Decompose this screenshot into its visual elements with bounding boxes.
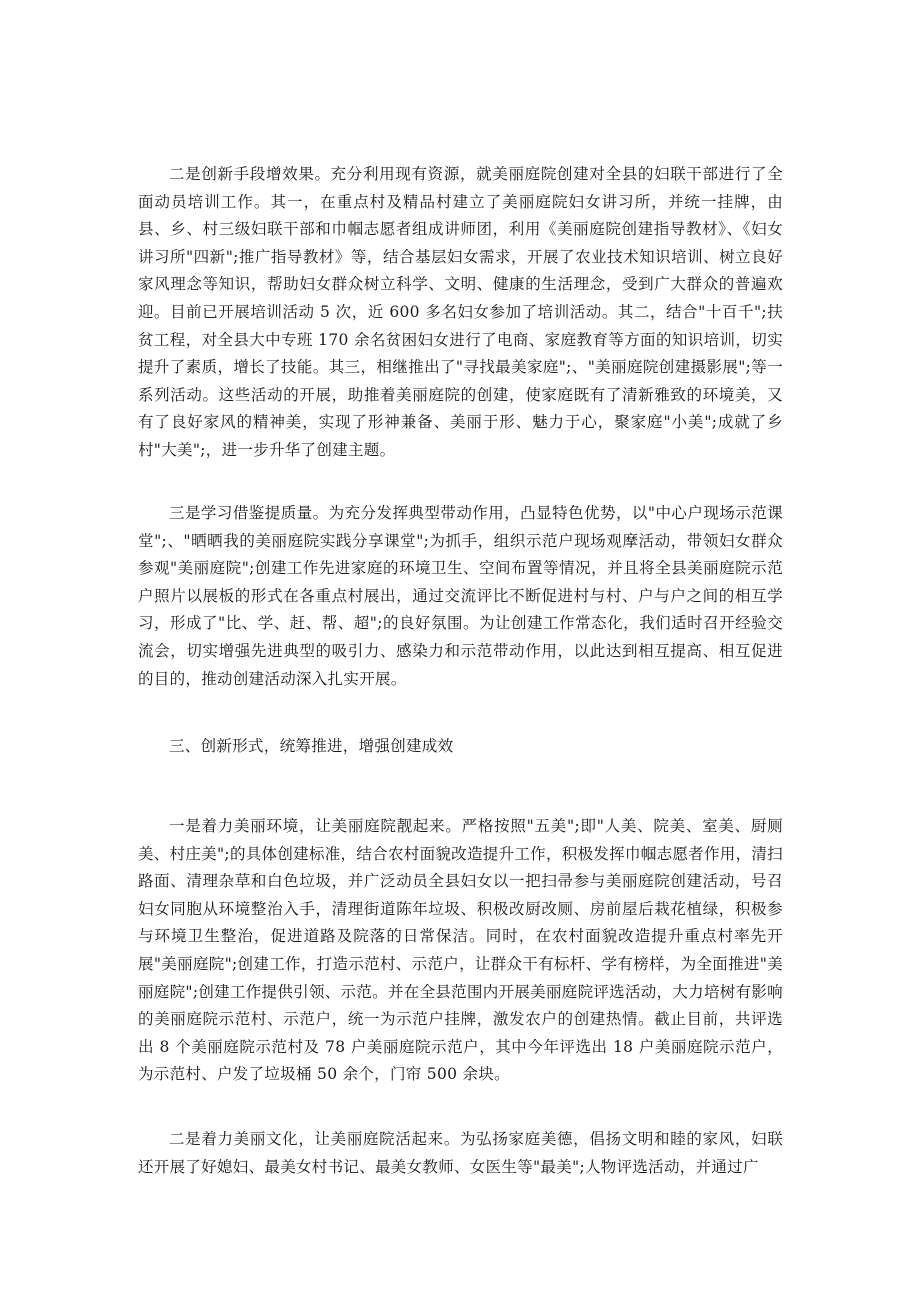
paragraph-innovation-means: 二是创新手段增效果。充分利用现有资源，就美丽庭院创建对全县的妇联干部进行了全面动员培训工作。其一，在重点村及精品村建立了美丽庭院妇女讲习所，并统一挂牌，由县、乡、村三级妇联干部和巾帼志愿者组成讲师团，利用《美丽庭院创建指导教材》、《妇女讲习所"四新";推广指导教材》等，结合基层妇女需求，开展了农业技术知识培训、树立良好家风理念等知识，帮助妇女群众树立科学、文明、健康的生活理念，受到广大群众的普遍欢迎。目前已开展培训活动 5 次，近 600 多名妇女参加了培训活动。其二，结合"十百千";扶贫工程，对全县大中专班 170 余名贫困妇女进行了电商、家庭教育等方面的知识培训，切实提升了素质，增长了技能。其三，相继推出了"寻找最美家庭";、"美丽庭院创建摄影展";等一系列活动。这些活动的开展，助推着美丽庭院的创建，使家庭既有了清新雅致的环境美，又有了良好家风的精神美，实现了形神兼备、美丽于形、魅力于心，聚家庭"小美";成就了乡村"大美";，进一步升华了创建主题。 (138, 165, 783, 459)
section-heading: 三、创新形式，统筹推进，增强创建成效 (169, 737, 454, 755)
paragraph-beautiful-culture: 二是着力美丽文化，让美丽庭院活起来。为弘扬家庭美德，倡扬文明和睦的家风，妇联还开展了好媳妇、最美女村书记、最美女教师、女医生等"最美";人物评选活动，并通过广 (138, 1130, 783, 1176)
paragraph-beautiful-environment: 一是着力美丽环境，让美丽庭院靓起来。严格按照"五美";即"人美、院美、室美、厨厕美、村庄美";的具体创建标准，结合农村面貌改造提升工作，积极发挥巾帼志愿者作用，清扫路面、清理杂草和白色垃圾，并广泛动员全县妇女以一把扫帚参与美丽庭院创建活动，号召妇女同胞从环境整治入手，清理街道陈年垃圾、积极改厨改厕、房前屋后栽花植绿，积极参与环境卫生整治，促进道路及院落的日常保洁。同时，在农村面貌改造提升重点村率先开展"美丽庭院";创建工作，打造示范村、示范户，让群众干有标杆、学有榜样，为全面推进"美丽庭院";创建工作提供引领、示范。并在全县范围内开展美丽庭院评选活动，大力培树有影响的美丽庭院示范村、示范户，统一为示范户挂牌，激发农户的创建热情。截止目前，共评选出 8 个美丽庭院示范村及 78 户美丽庭院示范户，其中今年评选出 18 户美丽庭院示范户，为示范村、户发了垃圾桶 50 余个，门帘 500 余块。 (138, 817, 783, 1084)
paragraph-learning-reference: 三是学习借鉴提质量。为充分发挥典型带动作用，凸显特色优势，以"中心户现场示范课堂";、"晒晒我的美丽庭院实践分享课堂";为抓手，组织示范户现场观摩活动，带领妇女群众参观"美丽庭院";创建工作先进家庭的环境卫生、空间布置等情况，并且将全县美丽庭院示范户照片以展板的形式在各重点村展出，通过交流评比不断促进村与村、户与户之间的相互学习，形成了"比、学、赶、帮、超";的良好氛围。为让创建工作常态化，我们适时召开经验交流会，切实增强先进典型的吸引力、感染力和示范带动作用，以此达到相互提高、相互促进的目的，推动创建活动深入扎实开展。 (138, 504, 783, 688)
